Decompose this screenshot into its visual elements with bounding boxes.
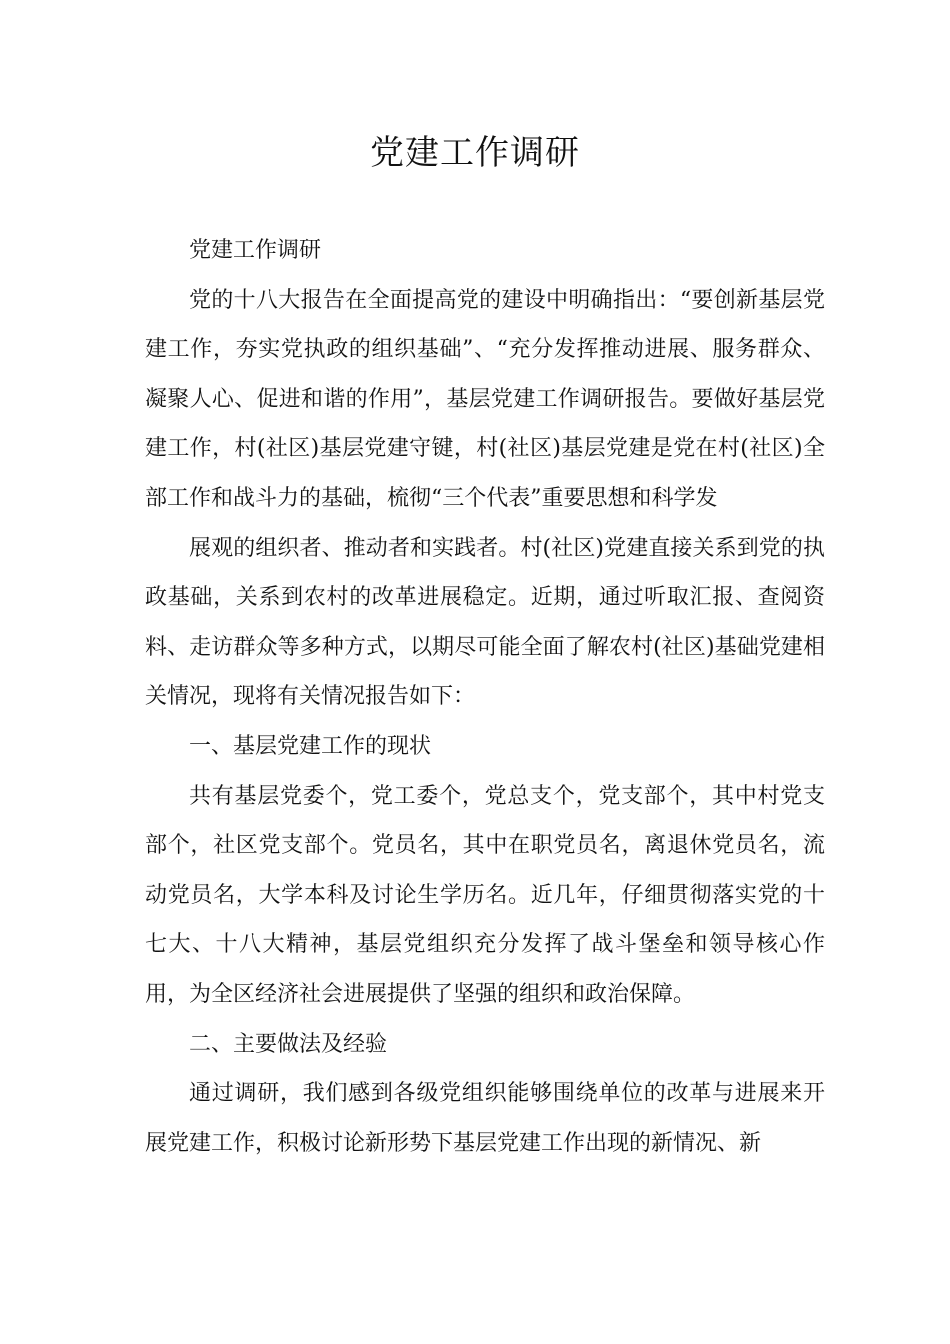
paragraph-subtitle: 党建工作调研 (189, 238, 322, 263)
paragraph-practices: 通过调研，我们感到各级党组织能够围绕单位的改革与进展来开展党建工作，积极讨论新形势下基层党建工作出现的新情况、新 (145, 1081, 825, 1156)
document-body (145, 226, 825, 1168)
paragraph-current-status: 共有基层党委个，党工委个，党总支个，党支部个，其中村党支部个，社区党支部个。党员名，其中在职党员名，离退休党员名，流动党员名，大学本科及讨论生学历名。近几年，仔细贯彻落实党的十七大、十八大精神，基层党组织充分发挥了战斗堡垒和领导核心作用，为全区经济社会进展提供了坚强的组织和政治保障。 (145, 783, 825, 1007)
section-heading-practices: 二、主要做法及经验 (189, 1031, 388, 1057)
paragraph-intro: 党的十八大报告在全面提高党的建设中明确指出：“要创新基层党建工作，夯实党执政的组织基础”、“充分发挥推动进展、服务群众、凝聚人心、促进和谐的作用”，基层党建工作调研报告。要做好基层党建工作，村(社区)基层党建守键，村(社区)基层党建是党在村(社区)全部工作和战斗力的基础，梳彻“三个代表”重要思想和科学发 (145, 287, 825, 511)
document-title: 党建工作调研 (370, 133, 580, 173)
section-heading-current-status: 一、基层党建工作的现状 (189, 733, 432, 759)
paragraph-intro-continued: 展观的组织者、推动者和实践者。村(社区)党建直接关系到党的执政基础，关系到农村的改革进展稳定。近期，通过听取汇报、查阅资料、走访群众等多种方式，以期尽可能全面了解农村(社区)基础党建相关情况，现将有关情况报告如下： (145, 535, 825, 710)
